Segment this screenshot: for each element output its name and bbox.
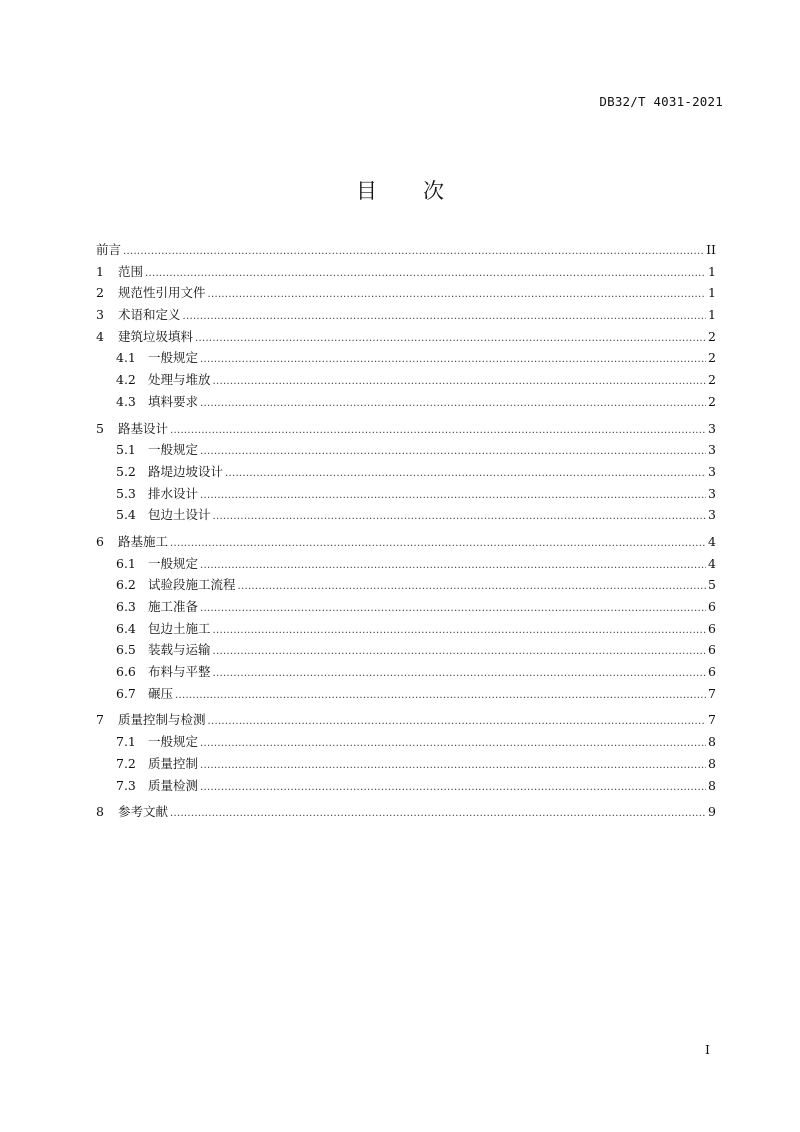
toc-entry[interactable] bbox=[96, 441, 716, 463]
toc-entry[interactable] bbox=[96, 371, 716, 393]
toc-entry[interactable] bbox=[96, 284, 716, 306]
toc-leader-dots bbox=[200, 735, 706, 753]
standard-code: DB32/T 4031-2021 bbox=[599, 94, 723, 109]
toc-leader-dots bbox=[200, 757, 706, 775]
toc-entry-label: 质量控制与检测 bbox=[118, 712, 206, 728]
toc-entry-label: 包边土施工 bbox=[148, 620, 211, 636]
toc-entry-number: 5.1 bbox=[116, 442, 136, 458]
toc-leader-dots bbox=[175, 687, 706, 705]
title-char-1: 目 bbox=[356, 179, 377, 203]
toc-leader-dots bbox=[225, 465, 706, 483]
toc-entry[interactable] bbox=[96, 777, 716, 799]
toc-entry-label: 范围 bbox=[118, 263, 144, 279]
toc-entry-number: 5.3 bbox=[116, 485, 136, 501]
toc-entry-label: 路堤边坡设计 bbox=[148, 463, 224, 479]
toc-entry[interactable] bbox=[96, 349, 716, 371]
toc-entry-number: 4 bbox=[96, 328, 104, 344]
toc-entry-page: 2 bbox=[708, 350, 716, 366]
toc-entry-label: 一般规定 bbox=[148, 555, 199, 571]
toc-entry-page: 4 bbox=[708, 533, 716, 549]
table-of-contents bbox=[96, 241, 716, 825]
toc-entry[interactable] bbox=[96, 803, 716, 825]
toc-entry[interactable] bbox=[96, 306, 716, 328]
toc-entry-number: 5.2 bbox=[116, 463, 136, 479]
toc-entry-page: 3 bbox=[708, 463, 716, 479]
toc-entry[interactable] bbox=[96, 533, 716, 555]
toc-entry-page: 9 bbox=[708, 804, 716, 820]
toc-entry-label: 施工准备 bbox=[148, 599, 199, 614]
toc-entry-page: 6 bbox=[708, 642, 716, 658]
toc-leader-dots bbox=[123, 243, 704, 261]
toc-entry[interactable] bbox=[96, 241, 716, 263]
toc-entry-number: 6.1 bbox=[116, 555, 136, 571]
toc-leader-dots bbox=[195, 330, 706, 348]
toc-leader-dots bbox=[170, 422, 706, 440]
toc-entry-page: 2 bbox=[708, 393, 716, 409]
toc-entry-number: 5.4 bbox=[116, 507, 136, 523]
toc-entry-label: 试验段施工流程 bbox=[148, 577, 236, 593]
toc-entry-label: 质量控制 bbox=[148, 755, 199, 771]
toc-entry-number: 6 bbox=[96, 533, 104, 549]
toc-entry-number: 8 bbox=[96, 804, 104, 820]
toc-entry[interactable] bbox=[96, 663, 716, 685]
toc-leader-dots bbox=[213, 508, 706, 526]
toc-entry-label: 术语和定义 bbox=[118, 307, 181, 323]
toc-leader-dots bbox=[200, 487, 706, 505]
toc-entry[interactable] bbox=[96, 393, 716, 415]
toc-entry-page: 6 bbox=[708, 620, 716, 636]
toc-entry-number: 7.2 bbox=[116, 755, 136, 771]
toc-entry-label: 路基设计 bbox=[118, 420, 169, 436]
toc-entry-label: 前言 bbox=[96, 242, 122, 257]
toc-entry-number: 2 bbox=[96, 285, 104, 301]
toc-entry-label: 质量检测 bbox=[148, 777, 199, 793]
toc-leader-dots bbox=[200, 779, 706, 797]
toc-leader-dots bbox=[170, 535, 706, 553]
toc-entry-label: 碾压 bbox=[148, 685, 174, 701]
toc-entry-page: 8 bbox=[708, 755, 716, 771]
toc-entry-number: 6.6 bbox=[116, 664, 136, 680]
toc-entry-number: 6.3 bbox=[116, 599, 136, 614]
toc-leader-dots bbox=[145, 265, 706, 283]
toc-entry-page: 2 bbox=[708, 372, 716, 388]
toc-entry-page: 1 bbox=[708, 263, 716, 279]
toc-entry[interactable] bbox=[96, 420, 716, 442]
toc-leader-dots bbox=[213, 643, 706, 661]
toc-entry-label: 装载与运输 bbox=[148, 642, 211, 658]
toc-entry-label: 布料与平整 bbox=[148, 664, 211, 680]
toc-entry-number: 7 bbox=[96, 712, 104, 728]
toc-entry-page: 2 bbox=[708, 328, 716, 344]
toc-entry-page: 7 bbox=[708, 712, 716, 728]
toc-entry[interactable] bbox=[96, 598, 716, 620]
toc-leader-dots bbox=[213, 622, 706, 640]
toc-entry-page: 3 bbox=[708, 442, 716, 458]
toc-entry-page: 1 bbox=[708, 285, 716, 301]
toc-entry-label: 路基施工 bbox=[118, 533, 169, 549]
toc-leader-dots bbox=[213, 373, 706, 391]
page-title bbox=[0, 175, 800, 205]
toc-entry-number: 3 bbox=[96, 307, 104, 323]
toc-entry-number: 1 bbox=[96, 263, 104, 279]
toc-entry[interactable] bbox=[96, 463, 716, 485]
title-char-2: 次 bbox=[423, 179, 444, 203]
toc-leader-dots bbox=[208, 286, 706, 304]
toc-entry[interactable] bbox=[96, 506, 716, 528]
toc-leader-dots bbox=[200, 557, 706, 575]
toc-entry[interactable] bbox=[96, 711, 716, 733]
toc-entry-number: 6.7 bbox=[116, 685, 136, 701]
toc-entry[interactable] bbox=[96, 685, 716, 707]
toc-entry-page: 3 bbox=[708, 420, 716, 436]
toc-leader-dots bbox=[170, 805, 706, 823]
toc-entry-number: 6.5 bbox=[116, 642, 136, 658]
toc-entry-label: 处理与堆放 bbox=[148, 372, 211, 388]
toc-entry-page: 7 bbox=[708, 685, 716, 701]
toc-entry[interactable] bbox=[96, 755, 716, 777]
toc-entry[interactable] bbox=[96, 263, 716, 285]
toc-entry-page: 3 bbox=[708, 485, 716, 501]
toc-entry-number: 6.2 bbox=[116, 577, 136, 593]
toc-entry-page: 5 bbox=[708, 577, 716, 593]
toc-entry[interactable] bbox=[96, 641, 716, 663]
toc-entry-label: 包边土设计 bbox=[148, 507, 211, 523]
toc-leader-dots bbox=[213, 665, 706, 683]
footer-page-number: I bbox=[705, 1042, 710, 1057]
toc-entry-page: 3 bbox=[708, 507, 716, 523]
toc-entry-label: 一般规定 bbox=[148, 442, 199, 458]
toc-entry[interactable] bbox=[96, 620, 716, 642]
toc-entry-number: 6.4 bbox=[116, 620, 136, 636]
toc-entry-label: 参考文献 bbox=[118, 804, 169, 820]
toc-entry-number: 7.1 bbox=[116, 734, 136, 750]
toc-entry-label: 一般规定 bbox=[148, 350, 199, 366]
toc-entry-label: 建筑垃圾填料 bbox=[118, 328, 194, 344]
toc-entry[interactable] bbox=[96, 576, 716, 598]
toc-leader-dots bbox=[200, 600, 706, 618]
toc-entry-label: 一般规定 bbox=[148, 734, 199, 750]
toc-entry-label: 排水设计 bbox=[148, 485, 199, 501]
toc-entry-number: 7.3 bbox=[116, 777, 136, 793]
toc-entry-number: 4.1 bbox=[116, 350, 136, 366]
toc-entry-page: 6 bbox=[708, 599, 716, 614]
toc-entry-page: 4 bbox=[708, 555, 716, 571]
toc-leader-dots bbox=[200, 395, 706, 413]
toc-leader-dots bbox=[183, 308, 706, 326]
toc-entry-page: II bbox=[706, 242, 716, 257]
toc-entry-number: 5 bbox=[96, 420, 104, 436]
toc-leader-dots bbox=[200, 351, 706, 369]
toc-entry-page: 8 bbox=[708, 777, 716, 793]
toc-leader-dots bbox=[200, 443, 706, 461]
toc-entry-label: 填料要求 bbox=[148, 393, 199, 409]
toc-leader-dots bbox=[238, 578, 706, 596]
toc-entry[interactable] bbox=[96, 555, 716, 577]
toc-entry[interactable] bbox=[96, 485, 716, 507]
toc-entry-number: 4.2 bbox=[116, 372, 136, 388]
toc-entry-page: 8 bbox=[708, 734, 716, 750]
toc-entry-page: 1 bbox=[708, 307, 716, 323]
toc-entry-number: 4.3 bbox=[116, 393, 136, 409]
toc-entry-page: 6 bbox=[708, 664, 716, 680]
toc-leader-dots bbox=[208, 713, 706, 731]
toc-entry[interactable] bbox=[96, 733, 716, 755]
toc-entry[interactable] bbox=[96, 328, 716, 350]
toc-entry-label: 规范性引用文件 bbox=[118, 285, 206, 301]
